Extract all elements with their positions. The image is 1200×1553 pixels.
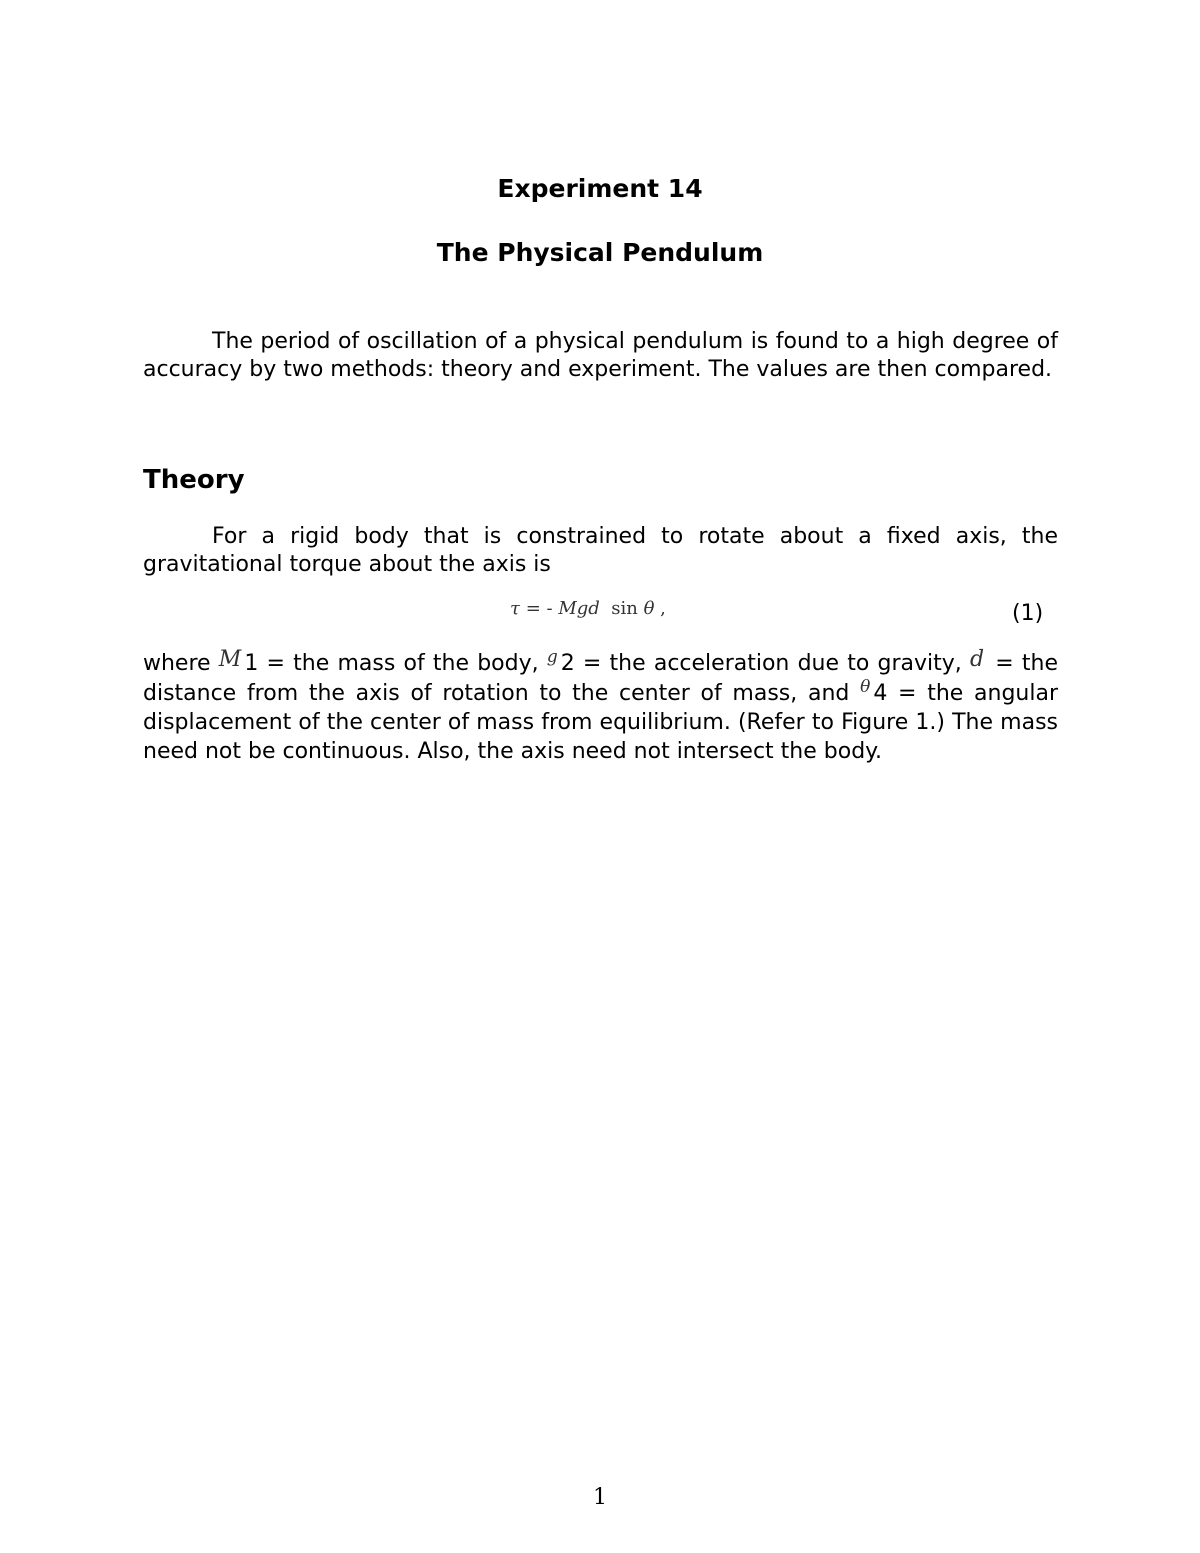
equation-trail: , — [654, 598, 666, 619]
equation-number: (1) — [1012, 601, 1044, 626]
section-heading-theory: Theory — [143, 465, 245, 495]
definitions-paragraph — [143, 647, 1059, 766]
experiment-title: Experiment 14 — [497, 174, 703, 203]
document-subtitle: The Physical Pendulum — [436, 238, 764, 267]
equation-function: sin — [599, 598, 644, 619]
equation-term: Mgd — [558, 598, 600, 619]
theory-text: For a rigid body that is constrained to rotate about a fixed axis, the gravitational torque about the axis is — [143, 524, 1058, 577]
page-number: 1 — [593, 1485, 607, 1510]
mass-definition: 1 = the mass of the body, — [244, 651, 547, 676]
intro-paragraph — [143, 328, 1058, 383]
angle-definition: 4 = the angular displacement of the center of mass from equilibrium. (Refer to Figure 1.) The mass need not be continuous. Also, the axis need not intersect the body. — [143, 680, 1058, 764]
mass-symbol: M — [218, 647, 242, 672]
equation-angle: θ — [643, 598, 655, 619]
gravity-symbol: g — [546, 647, 558, 667]
angle-symbol: θ — [860, 676, 871, 697]
intro-text: The period of oscillation of a physical pendulum is found to a high degree of accuracy by two methods: theory and experiment. The values are then compared. — [143, 329, 1058, 382]
definitions-prefix: where — [143, 651, 219, 676]
equation-lhs: τ — [510, 598, 520, 619]
theory-paragraph — [143, 523, 1058, 578]
gravity-definition: 2 = the acceleration due to gravity, — [560, 651, 970, 676]
distance-definition: = the distance from the axis of rotation to the center of mass, and — [143, 651, 1059, 706]
distance-symbol: d — [969, 647, 985, 672]
equation-equals: = - — [519, 598, 559, 619]
torque-equation — [510, 597, 666, 621]
